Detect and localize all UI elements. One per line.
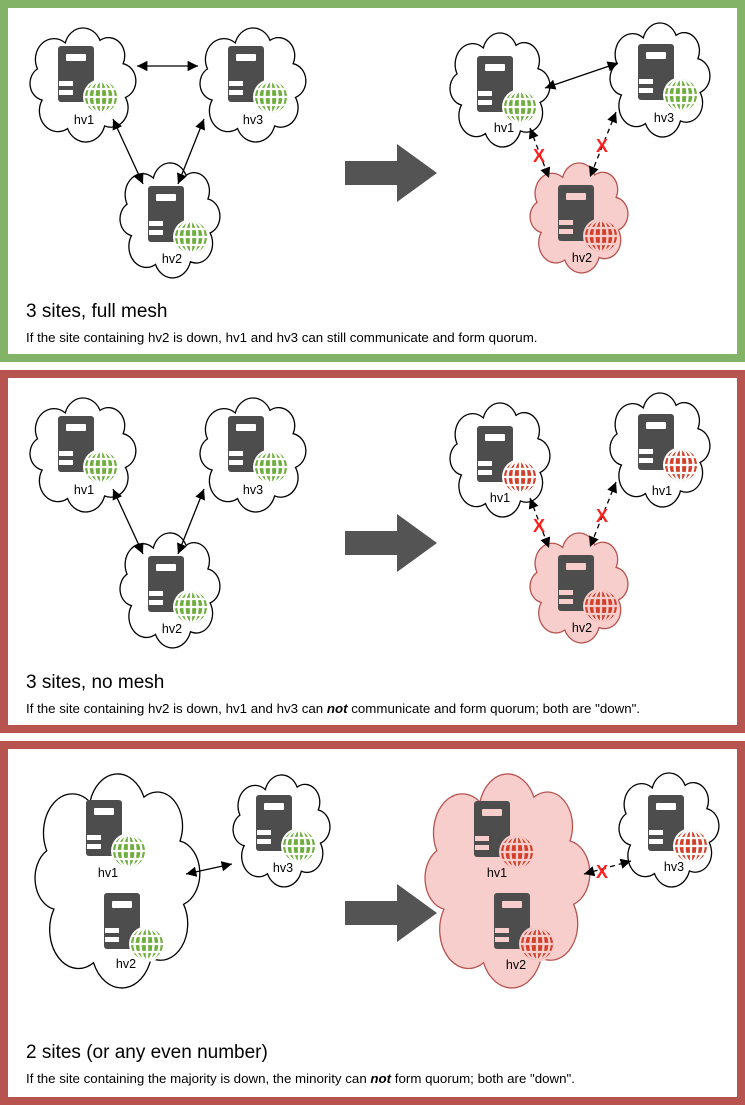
link-arrow xyxy=(113,119,143,184)
diagram-full-mesh-after xyxy=(450,23,710,273)
link-failure-x-icon: X xyxy=(532,146,546,166)
diagram-no-mesh-before xyxy=(30,398,306,648)
site-label-hv2: hv2 xyxy=(571,621,593,635)
caption-no-mesh xyxy=(26,671,726,717)
panel-description xyxy=(26,330,726,346)
site-label-hv2: hv2 xyxy=(161,622,183,636)
site-label-hv2: hv2 xyxy=(505,958,527,972)
site-label-hv3: hv1 xyxy=(651,484,673,498)
link-arrow xyxy=(545,63,618,88)
panel-description xyxy=(26,701,726,717)
caption-text: communicate and form quorum; both are "down". xyxy=(347,701,641,716)
caption-emphasis: not xyxy=(326,701,348,716)
transition-arrow-icon xyxy=(345,514,437,572)
panel-title: 3 sites, no mesh xyxy=(26,672,165,693)
site-label-hv1: hv1 xyxy=(489,491,511,505)
caption-emphasis: not xyxy=(370,1071,392,1086)
caption-text: If the site containing hv2 is down, hv1 and hv3 can still communicate and form quorum. xyxy=(26,330,538,345)
site-label-hv1: hv1 xyxy=(73,483,95,497)
caption-text: If the site containing hv2 is down, hv1 and hv3 can xyxy=(26,701,327,716)
panel-title: 2 sites (or any even number) xyxy=(26,1042,268,1063)
caption-text: form quorum; both are "down". xyxy=(391,1071,575,1086)
site-label-hv1: hv1 xyxy=(486,866,508,880)
panel-description xyxy=(26,1071,726,1087)
site-label-hv3: hv3 xyxy=(663,860,685,874)
caption-text: If the site containing the majority is down, the minority can xyxy=(26,1071,371,1086)
site-label-hv3: hv3 xyxy=(653,111,675,125)
caption-full-mesh xyxy=(26,300,726,346)
site-label-hv3: hv3 xyxy=(242,113,264,127)
link-failure-x-icon: X xyxy=(595,136,609,156)
transition-arrow-icon xyxy=(345,144,437,202)
site-label-hv1: hv1 xyxy=(73,113,95,127)
site-label-hv1: hv1 xyxy=(493,121,515,135)
link-failure-x-icon: X xyxy=(532,516,546,536)
link-failure-x-icon: X xyxy=(595,506,609,526)
site-label-hv2: hv2 xyxy=(161,252,183,266)
panel-title: 3 sites, full mesh xyxy=(26,301,168,322)
caption-two-sites xyxy=(26,1041,726,1087)
link-arrow xyxy=(113,489,143,554)
link-failure-x-icon: X xyxy=(595,862,609,882)
site-label-hv2: hv2 xyxy=(115,957,137,971)
diagram-no-mesh-after xyxy=(450,393,710,643)
diagram-full-mesh-before xyxy=(30,28,306,278)
diagram-two-sites-before xyxy=(35,774,330,988)
site-label-hv2: hv2 xyxy=(571,251,593,265)
site-label-hv1: hv1 xyxy=(97,866,119,880)
transition-arrow-icon xyxy=(345,884,437,942)
site-label-hv3: hv3 xyxy=(272,861,294,875)
diagram-two-sites-after xyxy=(425,773,719,988)
site-label-hv3: hv3 xyxy=(242,483,264,497)
